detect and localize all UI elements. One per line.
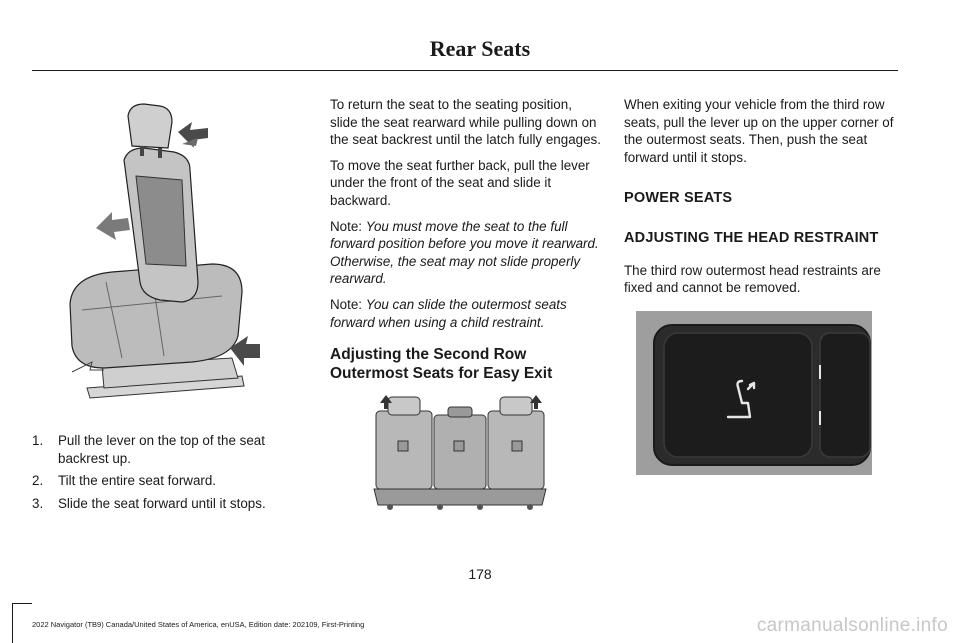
step-text: Tilt the entire seat forward.: [58, 473, 217, 489]
footer-text: 2022 Navigator (TB9) Canada/United States of America, enUSA, Edition date: 202109, First-Printing: [32, 620, 365, 629]
seat-tilt-illustration: [32, 96, 280, 414]
step-text: Pull the lever on the top of the seat backrest up.: [58, 433, 265, 466]
note-label: Note:: [330, 296, 363, 312]
section-heading: POWER SEATS: [624, 190, 733, 207]
paragraph: The third row outermost head restraints are fixed and cannot be removed.: [624, 262, 881, 296]
header-divider: [32, 70, 898, 71]
section-subheading: Adjusting the Second Row Outermost Seats for Easy Exit: [330, 346, 553, 383]
power-seat-switch-illustration: [624, 307, 898, 477]
steps-list: [32, 432, 280, 512]
second-row-seats-illustration: [330, 393, 602, 513]
list-item: [32, 495, 280, 513]
note: [330, 296, 602, 331]
corner-mark: [12, 603, 32, 604]
paragraph: To move the seat further back, pull the lever under the front of the seat and slide it backward.: [330, 157, 590, 208]
step-number: 1.: [32, 433, 44, 448]
paragraph: When exiting your vehicle from the third row seats, pull the lever up on the upper corner of the outermost seats. Then, push the seat forward until it stops.: [624, 97, 894, 165]
note-text: You can slide the outermost seats forward when using a child restraint.: [330, 296, 567, 330]
page-number: 178: [468, 566, 492, 582]
step-number: 3.: [32, 495, 44, 511]
note: [330, 218, 602, 288]
step-number: 2.: [32, 473, 44, 489]
page-title: Rear Seats: [429, 36, 531, 61]
column-3: [624, 96, 898, 477]
column-1: [32, 96, 280, 517]
list-item: [32, 472, 280, 490]
list-item: [32, 432, 280, 467]
paragraph: To return the seat to the seating position, slide the seat rearward while pulling down on the seat backrest until the latch fully engages.: [330, 97, 601, 148]
note-text: You must move the seat to the full forward position before you move it rearward. Otherwise, the seat may not slide properly rearward.: [330, 218, 599, 287]
column-2: [330, 96, 602, 513]
watermark: carmanualsonline.info: [756, 615, 948, 636]
section-heading: ADJUSTING THE HEAD RESTRAINT: [624, 229, 879, 246]
corner-mark: [12, 603, 13, 643]
step-text: Slide the seat forward until it stops.: [58, 495, 266, 511]
note-label: Note:: [330, 218, 363, 234]
